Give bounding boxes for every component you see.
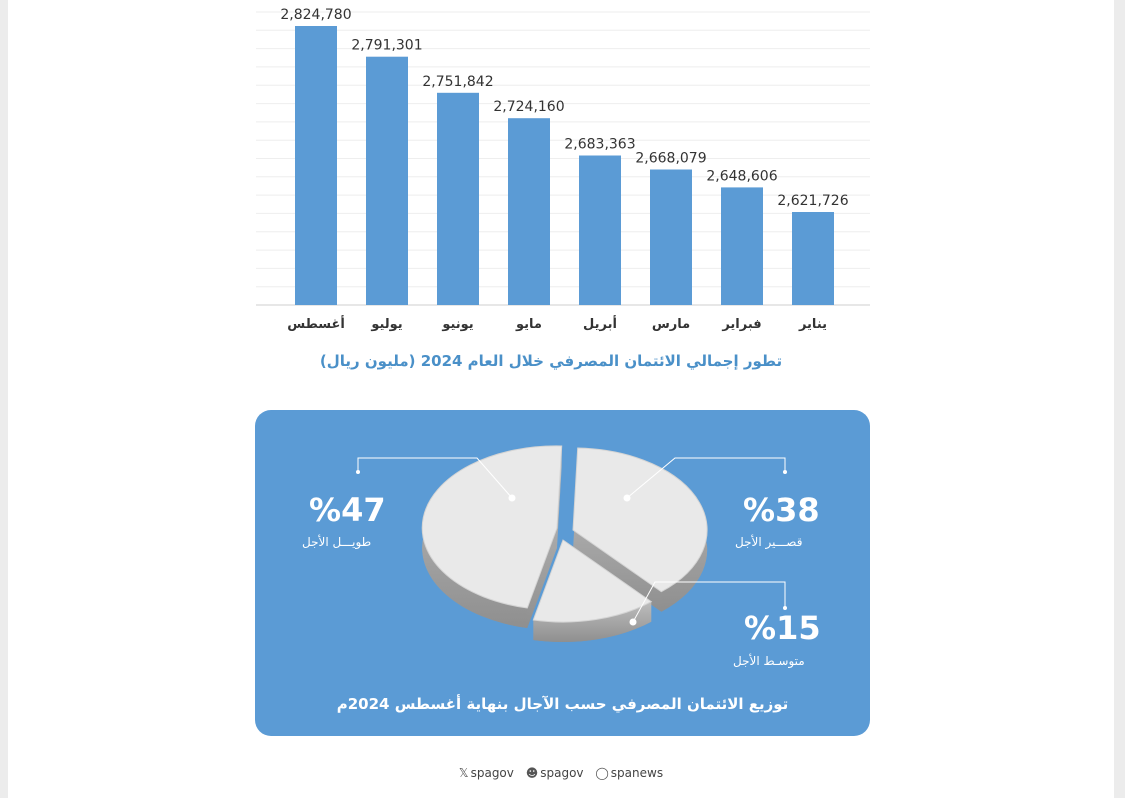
bar-value-label: 2,824,780 [280, 7, 352, 23]
footer-handle-instagram: ◯ spanews [595, 766, 664, 780]
bar [437, 93, 479, 305]
bar-value-label: 2,621,726 [777, 193, 849, 209]
bar-value-label: 2,724,160 [493, 99, 565, 116]
bar-value-label: 2,648,606 [706, 168, 778, 185]
bar-category-label: يونيو [442, 317, 474, 332]
bar-category-label: أبريل [583, 317, 617, 332]
bar-value-label: 2,683,363 [564, 136, 636, 153]
bar-chart [8, 0, 1114, 400]
slice-label-medium: متوسـط الأجل [733, 654, 805, 668]
bar [721, 187, 763, 305]
leader-line-short-end [783, 470, 787, 474]
bar-value-label: 2,751,842 [422, 73, 494, 90]
bar [650, 170, 692, 306]
bar-category-label: يناير [798, 317, 828, 332]
slice-value-long: %47 [309, 491, 386, 529]
slice-value-medium: %15 [744, 609, 821, 647]
bar-value-label: 2,791,301 [351, 37, 423, 54]
slice-label-long: طويـــل الأجل [302, 535, 372, 549]
footer-handle-snapchat: ☻ spagov [525, 766, 584, 780]
bar [508, 118, 550, 305]
slice-label-short: قصـــير الأجل [735, 535, 803, 549]
bar [295, 26, 337, 305]
x-icon: 𝕏 [458, 766, 469, 780]
footer-handle-x: 𝕏 spagov [458, 766, 514, 780]
leader-line-long-dot [509, 495, 516, 502]
footer-handles [8, 766, 1114, 780]
infographic [8, 0, 1114, 798]
bar [579, 156, 621, 306]
bar [366, 57, 408, 305]
snapchat-icon: ☻ [525, 766, 539, 780]
leader-line-long-end [356, 470, 360, 474]
leader-line-medium-dot [630, 619, 637, 626]
bar-category-label: مايو [516, 317, 542, 332]
bar-category-label: مارس [651, 317, 691, 332]
bar [792, 212, 834, 305]
instagram-icon: ◯ [595, 766, 609, 780]
pie-card [255, 410, 870, 736]
bar-chart-title: تطور إجمالي الائتمان المصرفي خلال العام 2024 (مليون ريال) [319, 352, 783, 370]
slice-value-short: %38 [743, 491, 820, 529]
pie-chart-title: توزيع الائتمان المصرفي حسب الآجال بنهاية أغسطس 2024م [336, 695, 789, 713]
leader-line-short-dot [624, 495, 631, 502]
bar-category-label: يوليو [371, 317, 403, 332]
bar-value-label: 2,668,079 [635, 150, 707, 167]
bar-category-label: فبراير [722, 317, 762, 332]
bar-category-label: أغسطس [287, 317, 345, 332]
pie-chart [255, 410, 870, 736]
